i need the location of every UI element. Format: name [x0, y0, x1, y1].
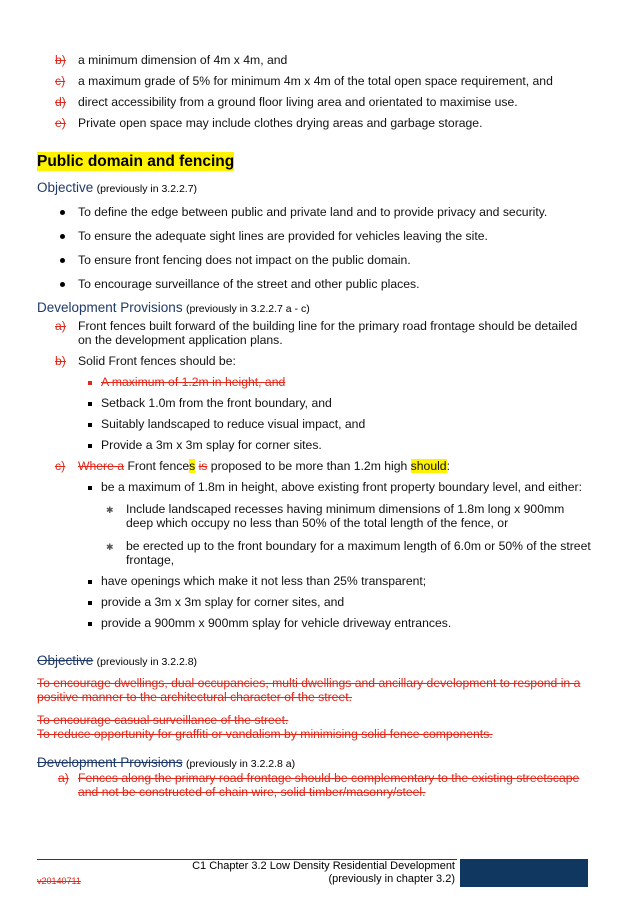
footer-line-1: C1 Chapter 3.2 Low Density Residential Development	[192, 860, 455, 872]
dev-b-text: Solid Front fences should be:	[78, 354, 236, 368]
dev-b-item-2: Setback 1.0m from the front boundary, and	[101, 396, 332, 410]
objective-bullet-3: To ensure front fencing does not impact on the public domain.	[78, 253, 411, 267]
dev-c-text-1: Front fence	[124, 459, 190, 473]
footer-title	[160, 860, 455, 886]
old-objective-p1-line2: positive manner to the architectural character of the street.	[37, 690, 353, 704]
version-label: v20140711	[37, 876, 81, 886]
square-bullet-icon	[88, 423, 92, 427]
footer-bar	[460, 859, 588, 887]
dev-heading-line	[37, 300, 310, 317]
dev-c-struck-is: is	[198, 459, 208, 473]
objective-heading-line	[37, 180, 197, 197]
dev-c-highlight-should: should	[410, 459, 447, 473]
dev-c-highlight-s: s	[189, 459, 196, 473]
dev-c-sub2-line1: be erected up to the front boundary for a maximum length of 6.0m or 50% of the street	[126, 539, 591, 553]
old-objective-heading: Objective	[37, 653, 94, 668]
sub-bullet-icon: ✱	[106, 542, 114, 552]
objective-ref: (previously in 3.2.2.7)	[96, 183, 198, 195]
old-dev-heading: Development Provisions	[37, 755, 183, 770]
objective-bullet-4: To encourage surveillance of the street and other public places.	[78, 277, 420, 291]
dev-a-line1: Front fences built forward of the building line for the primary road frontage should be detailed	[78, 319, 578, 333]
list-marker-d: d)	[55, 95, 66, 109]
section-title: Public domain and fencing	[37, 153, 235, 170]
dev-c-item-3: provide a 3m x 3m splay for corner sites, and	[101, 595, 345, 609]
dev-c-text-2: proposed to be more than 1.2m high	[207, 459, 411, 473]
old-dev-a-line1: Fences along the primary road frontage should be complementary to the existing streetscape	[78, 771, 580, 785]
old-objective-ref: (previously in 3.2.2.8)	[96, 656, 198, 668]
objective-bullet-2: To ensure the adequate sight lines are provided for vehicles leaving the site.	[78, 229, 488, 243]
objective-bullet-1: To define the edge between public and private land and to provide privacy and security.	[78, 205, 548, 219]
list-item-b: a minimum dimension of 4m x 4m, and	[78, 53, 288, 67]
old-dev-ref: (previously in 3.2.2.8 a)	[185, 758, 296, 770]
old-dev-heading-line	[37, 755, 295, 772]
dev-c-text-3: :	[446, 459, 450, 473]
square-bullet-icon	[88, 381, 92, 385]
square-bullet-icon	[88, 486, 92, 490]
dev-c-struck-lead: Where a	[78, 459, 125, 473]
old-objective-p2: To encourage casual surveillance of the street.	[37, 713, 289, 727]
dev-c-item-4: provide a 900mm x 900mm splay for vehicle driveway entrances.	[101, 616, 452, 630]
square-bullet-icon	[88, 580, 92, 584]
dev-c-sub1-line1: Include landscaped recesses having minimum dimensions of 1.8m long x 900mm	[126, 502, 565, 516]
old-dev-a-line2: and not be constructed of chain wire, solid timber/masonry/steel.	[78, 785, 426, 799]
list-item-c: a maximum grade of 5% for minimum 4m x 4m of the total open space requirement, and	[78, 74, 553, 88]
bullet-icon	[60, 234, 65, 239]
dev-a-line2: on the development application plans.	[78, 333, 283, 347]
list-item-e: Private open space may include clothes drying areas and garbage storage.	[78, 116, 483, 130]
square-bullet-icon	[88, 402, 92, 406]
footer-line-2: (previously in chapter 3.2)	[328, 873, 455, 885]
dev-c-sub1-line2: deep which occupy no less than 50% of the total length of the fence, or	[126, 516, 509, 530]
dev-c-sub2-line2: frontage,	[126, 553, 175, 567]
list-marker-e: e)	[55, 116, 66, 130]
dev-marker-b: b)	[55, 354, 66, 368]
old-dev-marker-a: a)	[58, 771, 69, 785]
dev-b-item-4: Provide a 3m x 3m splay for corner sites.	[101, 438, 322, 452]
old-objective-p1-line1: To encourage dwellings, dual occupancies, multi dwellings and ancillary development to respond in a	[37, 676, 581, 690]
dev-heading: Development Provisions	[37, 300, 183, 315]
square-bullet-icon	[88, 601, 92, 605]
dev-ref: (previously in 3.2.2.7 a - c)	[185, 303, 310, 315]
dev-b-item-3: Suitably landscaped to reduce visual impact, and	[101, 417, 366, 431]
bullet-icon	[60, 282, 65, 287]
sub-bullet-icon: ✱	[106, 505, 114, 515]
dev-c-item-2: have openings which make it not less than 25% transparent;	[101, 574, 427, 588]
list-item-d: direct accessibility from a ground floor living area and orientated to maximise use.	[78, 95, 518, 109]
objective-heading: Objective	[37, 180, 94, 195]
square-bullet-icon	[88, 444, 92, 448]
dev-c-item-1: be a maximum of 1.8m in height, above existing front property boundary level, and either:	[101, 480, 582, 494]
square-bullet-icon	[88, 622, 92, 626]
dev-marker-c: c)	[55, 459, 66, 473]
bullet-icon	[60, 210, 65, 215]
old-objective-heading-line	[37, 653, 197, 670]
old-objective-p3: To reduce opportunity for graffiti or vandalism by minimising solid fence components.	[37, 727, 493, 741]
list-marker-c: c)	[55, 74, 66, 88]
list-marker-b: b)	[55, 53, 66, 67]
bullet-icon	[60, 258, 65, 263]
dev-marker-a: a)	[55, 319, 66, 333]
dev-b-item-struck: A maximum of 1.2m in height, and	[101, 375, 286, 389]
dev-c-line	[78, 459, 450, 474]
